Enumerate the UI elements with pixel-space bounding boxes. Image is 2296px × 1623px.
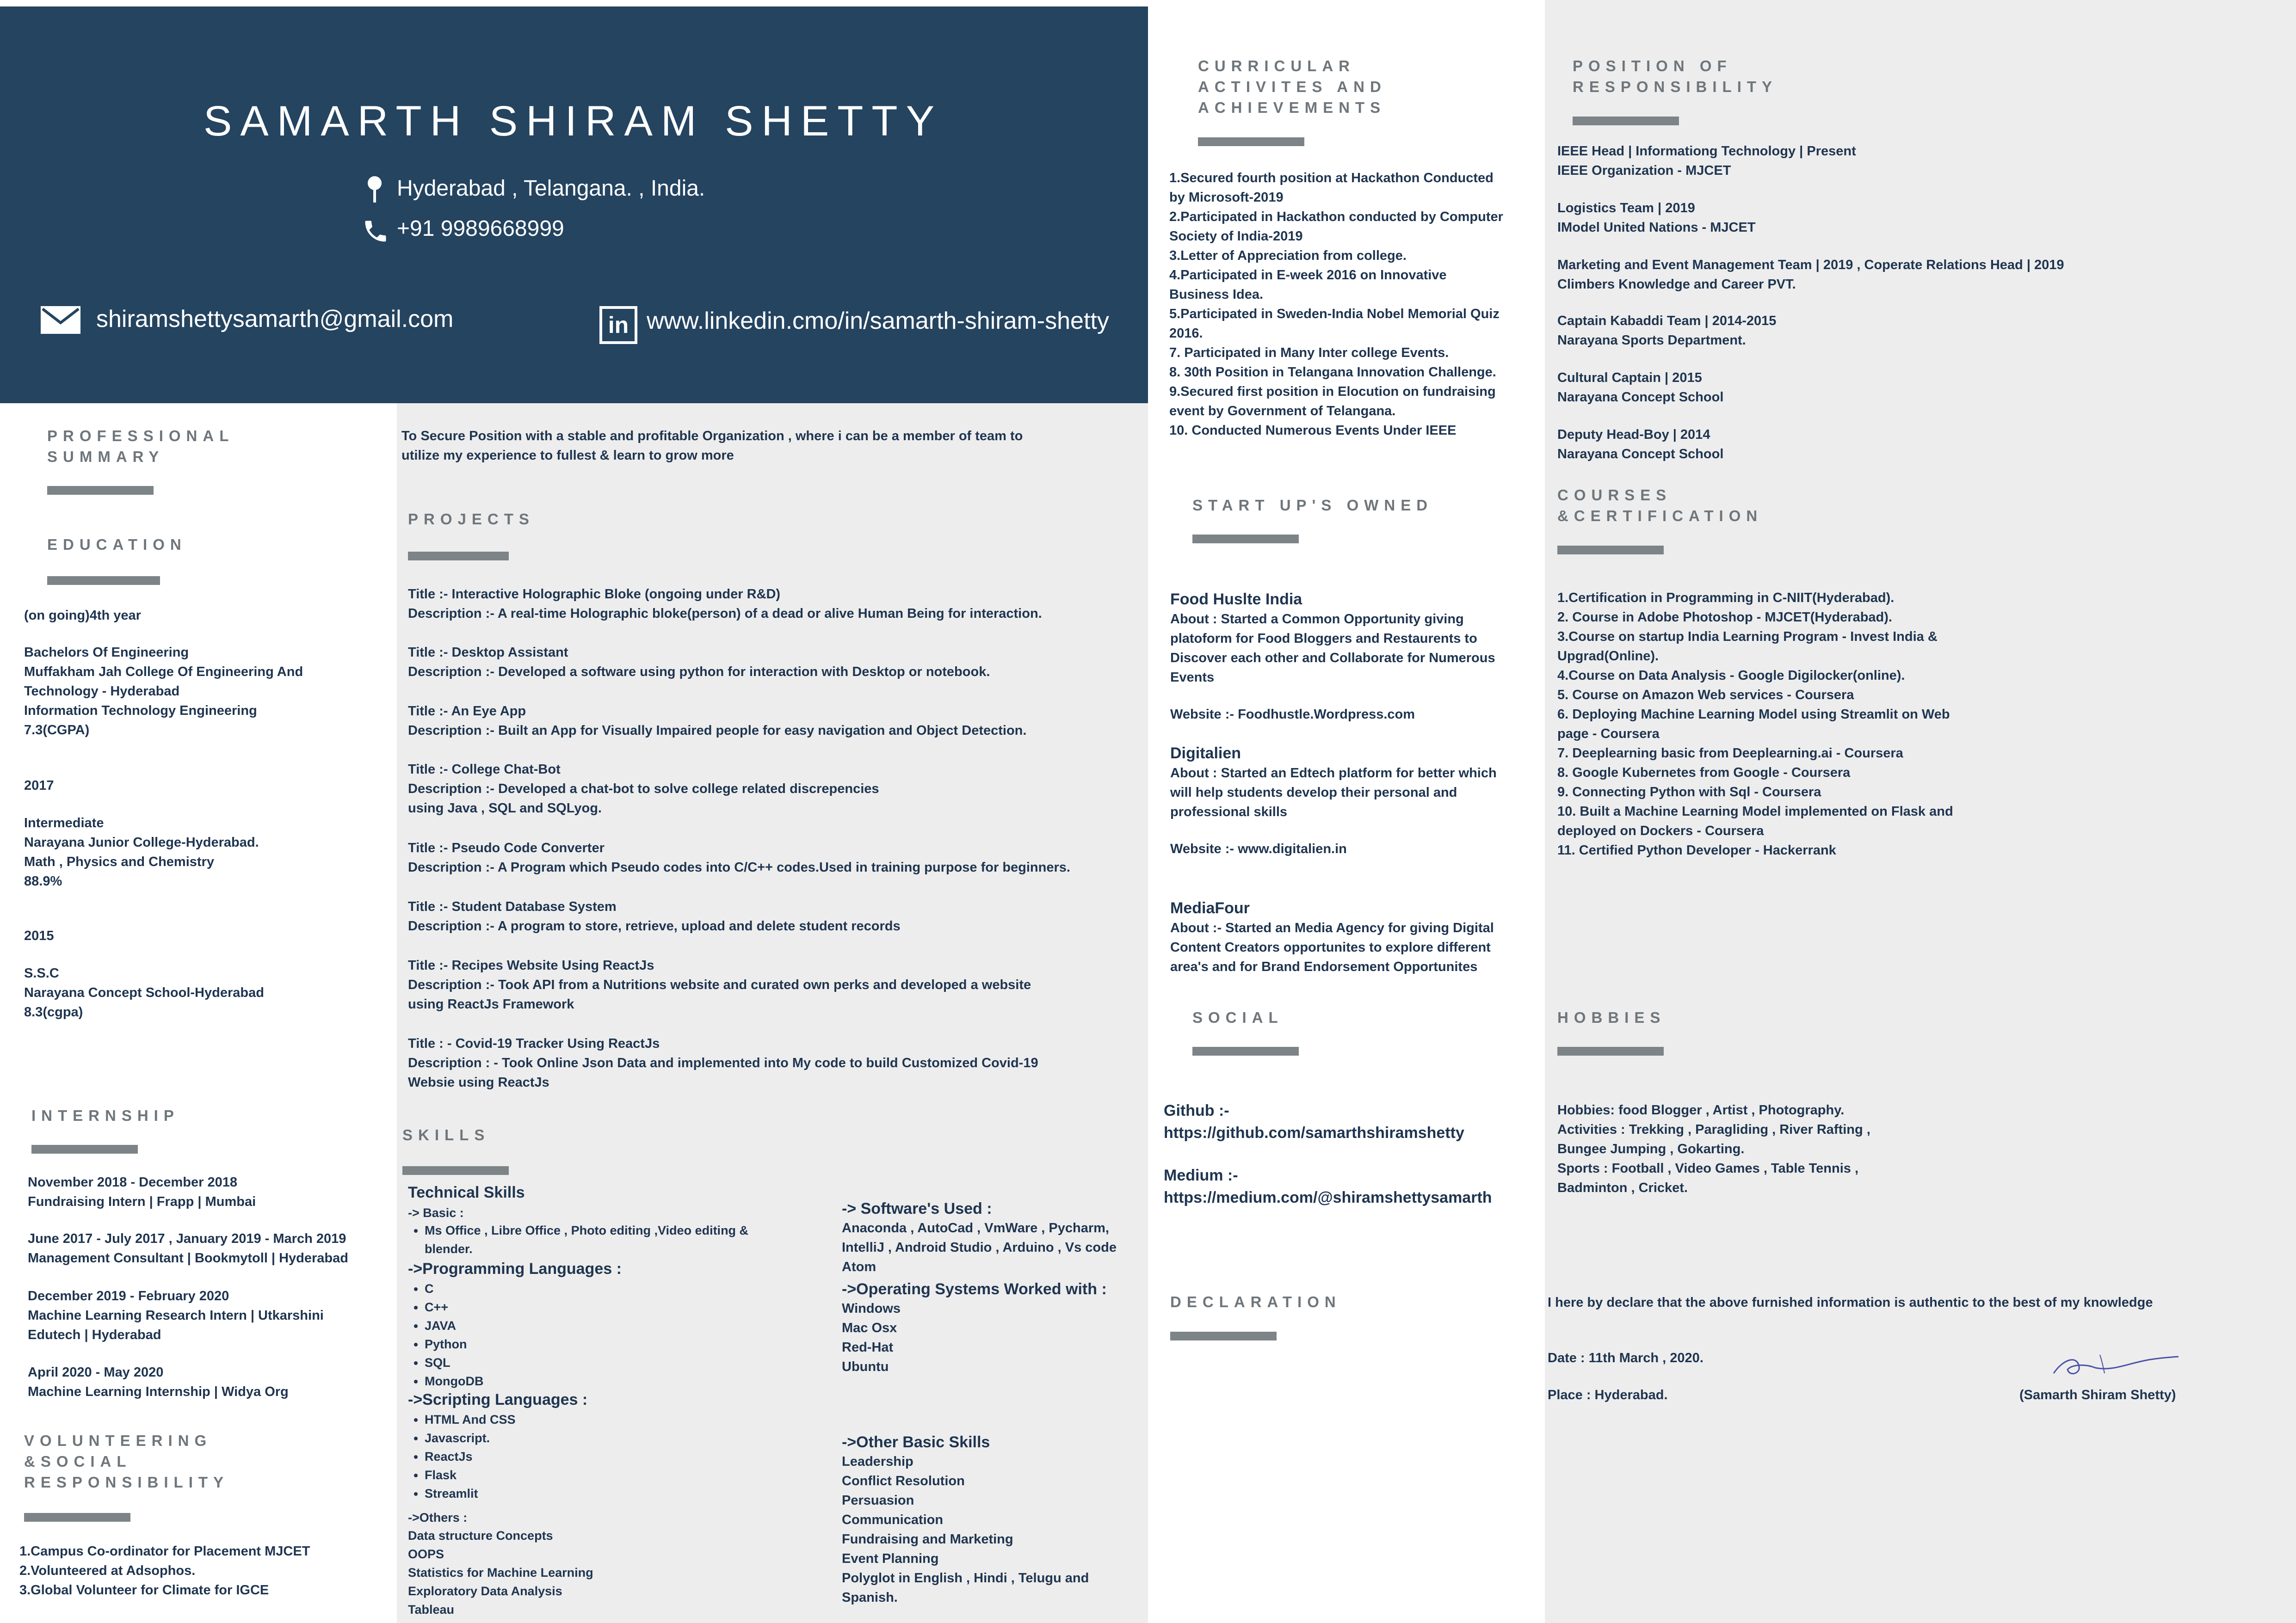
programming-language-item: • JAVA xyxy=(425,1316,702,1335)
header-panel xyxy=(0,6,1148,403)
social-bar xyxy=(1192,1047,1299,1056)
volunteering-item-2: 2.Volunteered at Adsophos. xyxy=(19,1563,196,1578)
professional-summary-heading: PROFESSIONAL SUMMARY xyxy=(47,427,235,465)
phone-icon xyxy=(362,217,389,245)
github-link[interactable]: https://github.com/samarthshiramshetty xyxy=(1164,1124,1464,1142)
startup-about-3: About :- Started an Media Agency for giving Digital Content Creators opportunites to explore different area's and for Brand Endorsement Opportunites xyxy=(1170,921,1494,974)
position-item-1: IEEE Head | Informationg Technology | Present IEEE Organization - MJCET xyxy=(1557,144,1856,178)
education-year-3: 2015 xyxy=(24,928,54,943)
linkedin-link[interactable]: www.linkedin.cmo/in/samarth-shiram-shetty xyxy=(647,307,1109,334)
education-details-2: Intermediate Narayana Junior College-Hyderabad. Math , Physics and Chemistry 88.9% xyxy=(24,816,259,889)
scripting-language-item: • Streamlit xyxy=(425,1484,702,1503)
declaration-bar xyxy=(1170,1332,1277,1340)
startup-about-1: About : Started a Common Opportunity giving platoform for Food Bloggers and Restaurents to Discover each other and Collaborate for Numerous Events xyxy=(1170,612,1495,685)
hobbies-bar xyxy=(1557,1047,1664,1056)
linkedin-icon xyxy=(599,306,637,344)
email-icon xyxy=(41,306,80,334)
basic-skills-label: -> Basic : xyxy=(408,1206,464,1220)
project-desc-8: Description : - Took Online Json Data and implemented into My code to build Customized Covid-19 Websie using ReactJs xyxy=(408,1056,1038,1090)
curricular-heading: CURRICULAR ACTIVITES AND ACHIEVEMENTS xyxy=(1198,57,1387,116)
education-details-1: Bachelors Of Engineering Muffakham Jah College Of Engineering And Technology - Hyderabad Information Technology Engineering 7.3(CGPA) xyxy=(24,645,303,738)
operating-systems-title: ->Operating Systems Worked with : xyxy=(842,1280,1107,1298)
project-title-4: Title :- College Chat-Bot xyxy=(408,762,561,777)
position-item-2: Logistics Team | 2019 IModel United Nations - MJCET xyxy=(1557,201,1756,235)
programming-language-item: • Python xyxy=(425,1335,702,1353)
project-desc-4: Description :- Developed a chat-bot to solve college related discrepencies using Java , SQL and SQLyog. xyxy=(408,781,879,816)
volunteering-heading: VOLUNTEERING &SOCIAL RESPONSIBILITY xyxy=(24,1432,229,1491)
education-year-1: (on going)4th year xyxy=(24,608,141,623)
volunteering-item-1: 1.Campus Co-ordinator for Placement MJCET xyxy=(19,1544,310,1559)
position-item-4: Captain Kabaddi Team | 2014-2015 Narayana Sports Department. xyxy=(1557,314,1777,348)
scripting-languages-title: ->Scripting Languages : xyxy=(408,1391,588,1408)
scripting-language-item: • Flask xyxy=(425,1466,702,1484)
hobbies-text: Hobbies: food Blogger , Artist , Photography. Activities : Trekking , Paragliding , River Rafting , Bungee Jumping , Gokarting. Sports : Football , Video Games , Table Tennis , Badminton , Cricket. xyxy=(1557,1103,1870,1195)
software-used-title: -> Software's Used : xyxy=(842,1200,992,1217)
programming-languages-title: ->Programming Languages : xyxy=(408,1260,622,1278)
internship-heading: INTERNSHIP xyxy=(31,1107,179,1124)
internship-bar xyxy=(31,1145,138,1154)
curricular-bar xyxy=(1198,137,1304,146)
project-desc-1: Description :- A real-time Holographic bloke(person) of a dead or alive Human Being for interaction. xyxy=(408,606,1042,621)
signatory-name: (Samarth Shiram Shetty) xyxy=(2019,1388,2176,1402)
volunteering-item-3: 3.Global Volunteer for Climate for IGCE xyxy=(19,1583,269,1598)
startup-name-2: Digitalien xyxy=(1170,744,1241,762)
software-used-text: Anaconda , AutoCad , VmWare , Pycharm, IntelliJ , Android Studio , Arduino , Vs code Atom xyxy=(842,1221,1117,1274)
education-bar xyxy=(47,576,160,585)
project-title-8: Title : - Covid-19 Tracker Using ReactJs xyxy=(408,1036,660,1051)
project-title-6: Title :- Student Database System xyxy=(408,899,617,914)
position-heading: POSITION OF RESPONSIBILITY xyxy=(1573,57,1778,95)
operating-systems-text: Windows Mac Osx Red-Hat Ubuntu xyxy=(842,1301,901,1374)
education-year-2: 2017 xyxy=(24,778,54,793)
project-desc-5: Description :- A Program which Pseudo codes into C/C++ codes.Used in training purpose for beginners. xyxy=(408,860,1070,875)
project-title-5: Title :- Pseudo Code Converter xyxy=(408,841,605,855)
declaration-date: Date : 11th March , 2020. xyxy=(1548,1351,1703,1365)
others-skills-label: ->Others : xyxy=(408,1511,468,1525)
others-skills-list: Data structure Concepts OOPS Statistics for Machine Learning Exploratory Data Analysis Tableau xyxy=(408,1529,593,1617)
location-pin-icon xyxy=(366,176,383,203)
programming-language-item: • C++ xyxy=(425,1298,702,1316)
programming-language-item: • C xyxy=(425,1279,702,1298)
startup-name-1: Food Huslte India xyxy=(1170,590,1302,608)
professional-summary-bar xyxy=(47,486,154,495)
programming-language-item: • SQL xyxy=(425,1353,702,1372)
internship-entry-4: April 2020 - May 2020 Machine Learning Internship | Widya Org xyxy=(28,1365,289,1399)
other-basic-skills-text: Leadership Conflict Resolution Persuasion Communication Fundraising and Marketing Event Planning Polyglot in English , Hindi , Telugu and Spanish. xyxy=(842,1454,1089,1605)
linkedin-badge: in xyxy=(602,309,635,341)
startup-name-3: MediaFour xyxy=(1170,899,1250,917)
project-desc-3: Description :- Built an App for Visually Impaired people for easy navigation and Object Detection. xyxy=(408,723,1027,738)
other-basic-skills-title: ->Other Basic Skills xyxy=(842,1433,990,1451)
curricular-list: 1.Secured fourth position at Hackathon Conducted by Microsoft-2019 2.Participated in Hackathon conducted by Computer Society of India-2019 3.Letter of Appreciation from college. 4.Participated in E-week 2016 on Innovative Business Idea. 5.Participated in Sweden-India Nobel Memorial Quiz 2016. 7. Participated in Many Inter college Events. 8. 30th Position in Telangana Innovation Challenge. 9.Secured first position in Elocution on fundraising event by Government of Telangana. 10. Conducted Numerous Events Under IEEE xyxy=(1169,171,1503,438)
startup-about-2: About : Started an Edtech platform for better which will help students develop their personal and professional skills xyxy=(1170,766,1497,819)
project-title-3: Title :- An Eye App xyxy=(408,704,526,719)
basic-skills-list xyxy=(408,1221,795,1258)
project-title-1: Title :- Interactive Holographic Bloke (ongoing under R&D) xyxy=(408,587,781,602)
email-link[interactable]: shiramshettysamarth@gmail.com xyxy=(96,306,454,332)
internship-entry-2: June 2017 - July 2017 , January 2019 - March 2019 Management Consultant | Bookmytoll | Hyderabad xyxy=(28,1231,348,1266)
declaration-place: Place : Hyderabad. xyxy=(1548,1388,1668,1402)
declaration-heading: DECLARATION xyxy=(1170,1293,1341,1310)
signature-image xyxy=(2044,1341,2183,1383)
volunteering-bar xyxy=(24,1513,130,1522)
startup-website-1[interactable]: Website :- Foodhustle.Wordpress.com xyxy=(1170,707,1415,722)
scripting-language-item: • Javascript. xyxy=(425,1429,702,1447)
projects-heading: PROJECTS xyxy=(408,510,535,528)
position-bar xyxy=(1573,117,1679,125)
courses-bar xyxy=(1557,546,1664,554)
phone-text: +91 9989668999 xyxy=(397,216,564,241)
projects-bar xyxy=(408,552,509,560)
project-title-7: Title :- Recipes Website Using ReactJs xyxy=(408,958,654,973)
social-heading: SOCIAL xyxy=(1192,1009,1284,1026)
position-item-6: Deputy Head-Boy | 2014 Narayana Concept School xyxy=(1557,427,1724,461)
scripting-languages-list xyxy=(408,1410,702,1503)
medium-link[interactable]: https://medium.com/@shiramshettysamarth xyxy=(1164,1189,1492,1206)
position-item-3: Marketing and Event Management Team | 2019 , Coperate Relations Head | 2019 Climbers Knowledge and Career PVT. xyxy=(1557,258,2064,292)
technical-skills-title: Technical Skills xyxy=(408,1184,525,1201)
skills-heading: SKILLS xyxy=(402,1126,490,1143)
education-heading: EDUCATION xyxy=(47,536,187,553)
scripting-language-item: • HTML And CSS xyxy=(425,1410,702,1429)
internship-entry-3: December 2019 - February 2020 Machine Learning Research Intern | Utkarshini Edutech | Hyderabad xyxy=(28,1289,324,1342)
startup-website-2[interactable]: Website :- www.digitalien.in xyxy=(1170,842,1347,856)
programming-languages-list xyxy=(408,1279,702,1390)
project-desc-6: Description :- A program to store, retrieve, upload and delete student records xyxy=(408,919,901,934)
project-desc-7: Description :- Took API from a Nutritions website and curated own perks and developed a website using ReactJs Framework xyxy=(408,977,1031,1012)
courses-heading: COURSES &CERTIFICATION xyxy=(1557,486,1763,524)
position-item-5: Cultural Captain | 2015 Narayana Concept School xyxy=(1557,370,1724,405)
education-details-3: S.S.C Narayana Concept School-Hyderabad 8.3(cgpa) xyxy=(24,966,264,1020)
courses-list: 1.Certification in Programming in C-NIIT(Hyderabad). 2. Course in Adobe Photoshop - MJCET(Hyderabad). 3.Course on startup India Learning Program - Invest India & Upgrad(Online). 4.Course on Data Analysis - Google Digilocker(online). 5. Course on Amazon Web services - Coursera 6. Deploying Machine Learning Model using Streamlit on Web page - Coursera 7. Deeplearning basic from Deeplearning.ai - Coursera 8. Google Kubernetes from Google - Coursera 9. Connecting Python with Sql - Coursera 10. Built a Machine Learning Model implemented on Flask and deployed on Dockers - Coursera 11. Certified Python Developer - Hackerrank xyxy=(1557,590,1953,858)
declaration-text: I here by declare that the above furnished information is authentic to the best of my knowledge xyxy=(1548,1295,2153,1310)
project-title-2: Title :- Desktop Assistant xyxy=(408,645,568,660)
candidate-name: SAMARTH SHIRAM SHETTY xyxy=(204,98,943,145)
medium-label: Medium :- xyxy=(1164,1167,1238,1184)
scripting-language-item: • ReactJs xyxy=(425,1447,702,1466)
startups-bar xyxy=(1192,535,1299,543)
github-label: Github :- xyxy=(1164,1102,1229,1119)
internship-entry-1: November 2018 - December 2018 Fundraising Intern | Frapp | Mumbai xyxy=(28,1175,256,1209)
hobbies-heading: HOBBIES xyxy=(1557,1009,1666,1026)
project-desc-2: Description :- Developed a software using python for interaction with Desktop or notebook. xyxy=(408,664,990,679)
professional-summary-text: To Secure Position with a stable and profitable Organization , where i can be a member of team to utilize my experience to fullest & learn to grow more xyxy=(401,429,1023,463)
location-text: Hyderabad , Telangana. , India. xyxy=(397,176,705,201)
programming-language-item: • MongoDB xyxy=(425,1372,702,1390)
skills-bar xyxy=(402,1166,509,1175)
basic-skill-item: • Ms Office , Libre Office , Photo editing ,Video editing & blender. xyxy=(425,1221,795,1258)
startups-heading: START UP'S OWNED xyxy=(1192,497,1433,514)
